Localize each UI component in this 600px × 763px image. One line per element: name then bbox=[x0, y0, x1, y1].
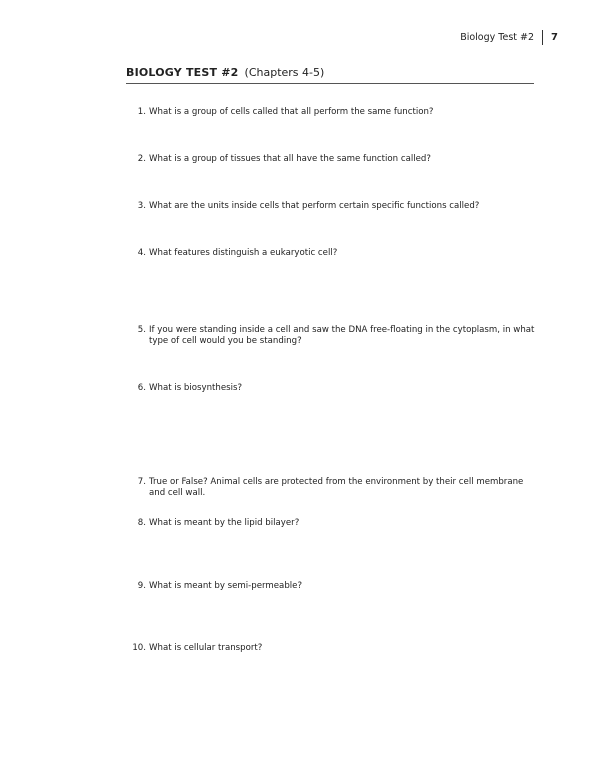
question-text: What features distinguish a eukaryotic cell? bbox=[149, 248, 338, 258]
question-number: 2. bbox=[137, 154, 146, 164]
question-text: What is a group of cells called that all perform the same function? bbox=[149, 107, 434, 117]
question-10 bbox=[126, 643, 538, 654]
question-number: 8. bbox=[137, 518, 146, 528]
test-title-text: BIOLOGY TEST #2 bbox=[126, 66, 239, 79]
question-number: 6. bbox=[137, 383, 146, 393]
question-8 bbox=[126, 518, 538, 529]
question-7 bbox=[126, 477, 538, 499]
question-text: What are the units inside cells that perform certain specific functions called? bbox=[149, 201, 480, 211]
question-number: 7. bbox=[137, 477, 146, 487]
question-number: 3. bbox=[137, 201, 146, 211]
question-9 bbox=[126, 581, 538, 592]
running-title: Biology Test #2 bbox=[460, 32, 535, 43]
question-text: True or False? Animal cells are protected from the environment by their cell membrane and cell wall. bbox=[149, 477, 524, 498]
running-header bbox=[460, 30, 558, 45]
question-text: What is biosynthesis? bbox=[149, 383, 243, 393]
page-number: 7 bbox=[551, 32, 558, 43]
question-1 bbox=[126, 107, 538, 118]
question-6 bbox=[126, 383, 538, 394]
question-2 bbox=[126, 154, 538, 165]
question-number: 1. bbox=[137, 107, 146, 117]
question-text: If you were standing inside a cell and saw the DNA free-floating in the cytoplasm, in what type of cell would you be standing? bbox=[149, 325, 535, 346]
question-3 bbox=[126, 201, 538, 212]
question-number: 10. bbox=[132, 643, 146, 653]
question-text: What is meant by the lipid bilayer? bbox=[149, 518, 300, 528]
question-number: 9. bbox=[137, 581, 146, 591]
question-text: What is meant by semi-permeable? bbox=[149, 581, 303, 591]
test-title bbox=[126, 66, 534, 84]
question-number: 5. bbox=[137, 325, 146, 335]
question-4 bbox=[126, 248, 538, 259]
question-5 bbox=[126, 325, 538, 347]
question-text: What is cellular transport? bbox=[149, 643, 263, 653]
header-divider bbox=[542, 30, 543, 45]
question-number: 4. bbox=[137, 248, 146, 258]
question-text: What is a group of tissues that all have the same function called? bbox=[149, 154, 431, 164]
test-chapters: (Chapters 4-5) bbox=[244, 66, 325, 79]
